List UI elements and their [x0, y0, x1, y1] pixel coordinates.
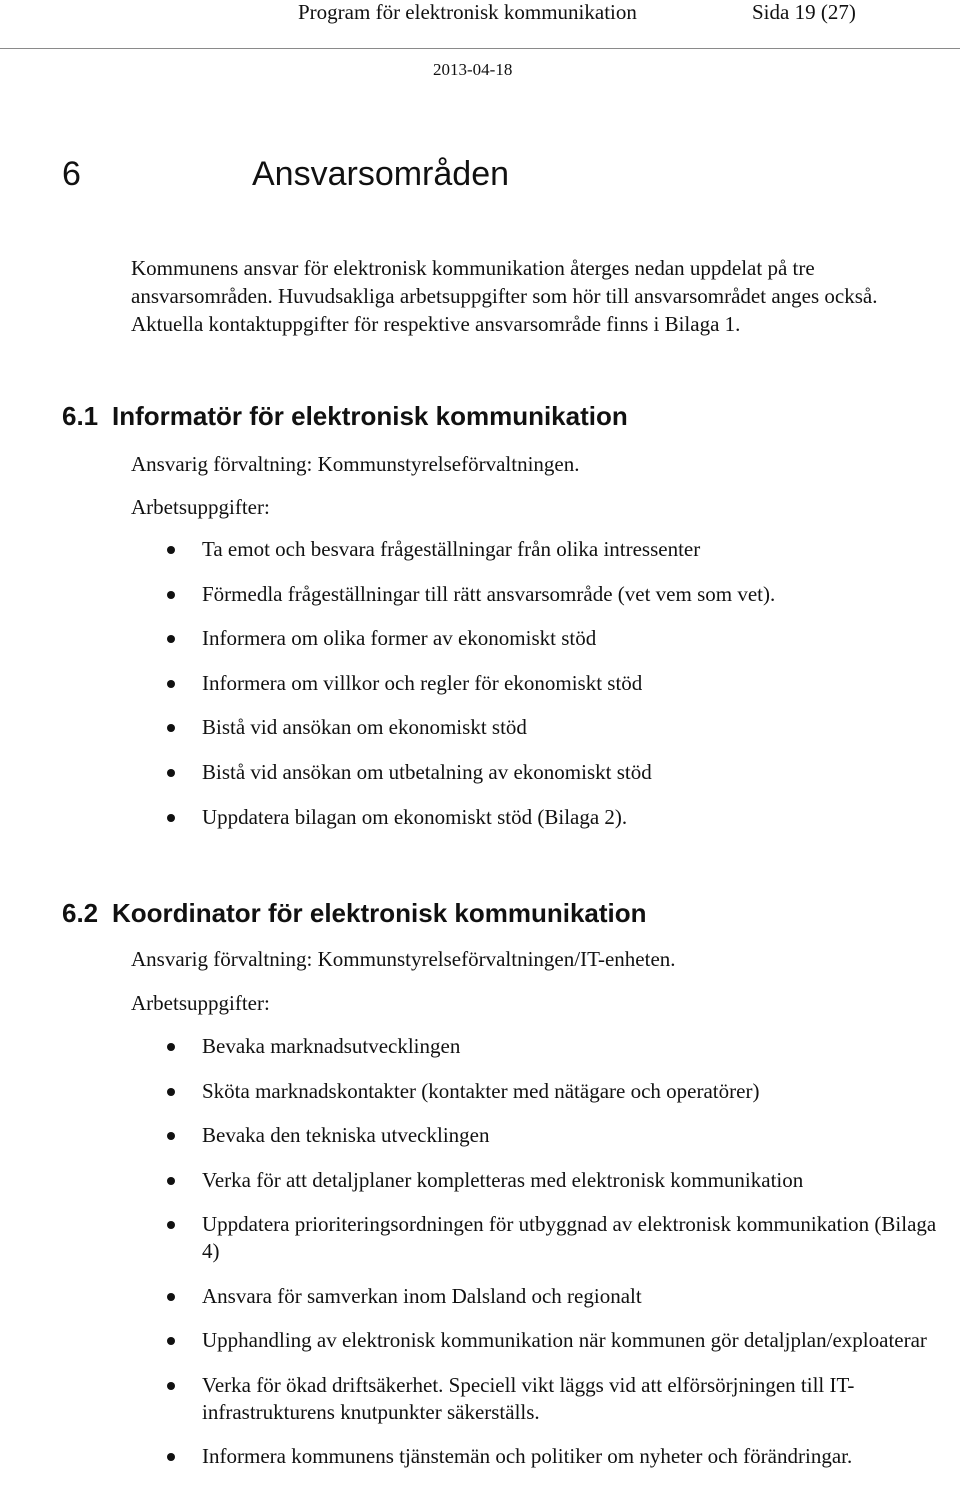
- responsible-department: Ansvarig förvaltning: Kommunstyrelseförvaltningen/IT-enheten.: [131, 947, 676, 971]
- section-title: Informatör för elektronisk kommunikation: [112, 401, 628, 431]
- list-item: Bistå vid ansökan om utbetalning av ekonomiskt stöd: [0, 759, 960, 786]
- responsible-department: Ansvarig förvaltning: Kommunstyrelseförvaltningen.: [131, 452, 580, 476]
- section-title: Koordinator för elektronisk kommunikation: [112, 898, 647, 928]
- list-item: Informera kommunens tjänstemän och politiker om nyheter och förändringar.: [0, 1443, 960, 1470]
- list-item: Ansvara för samverkan inom Dalsland och regionalt: [0, 1283, 960, 1310]
- chapter-number: 6: [62, 155, 81, 193]
- list-item: Informera om villkor och regler för ekonomiskt stöd: [0, 670, 960, 697]
- list-item: Bistå vid ansökan om ekonomiskt stöd: [0, 714, 960, 741]
- chapter-title: Ansvarsområden: [252, 155, 510, 193]
- section-heading-6-1: [62, 400, 628, 432]
- document-date: 2013-04-18: [433, 60, 513, 79]
- list-item: Sköta marknadskontakter (kontakter med nätägare och operatörer): [0, 1078, 960, 1105]
- chapter-heading: [62, 154, 509, 194]
- list-item: Informera om olika former av ekonomiskt stöd: [0, 625, 960, 652]
- section-number: 6.1: [62, 401, 99, 431]
- list-item: Verka för att detaljplaner kompletteras med elektronisk kommunikation: [0, 1167, 960, 1194]
- list-item: Förmedla frågeställningar till rätt ansvarsområde (vet vem som vet).: [0, 581, 960, 608]
- list-item: Upphandling av elektronisk kommunikation när kommunen gör detaljplan/exploaterar: [0, 1327, 960, 1354]
- list-item: Bevaka marknadsutvecklingen: [0, 1033, 960, 1060]
- task-list-6-2: [0, 1033, 960, 1470]
- section-number: 6.2: [62, 898, 99, 928]
- page-number: Sida 19 (27): [752, 0, 856, 24]
- list-item: Ta emot och besvara frågeställningar från olika intressenter: [0, 536, 960, 563]
- tasks-label: Arbetsuppgifter:: [131, 495, 270, 519]
- list-item: Bevaka den tekniska utvecklingen: [0, 1122, 960, 1149]
- list-item: Verka för ökad driftsäkerhet. Speciell vikt läggs vid att elförsörjningen till IT-infrastrukturens knutpunkter säkerställs.: [0, 1372, 960, 1426]
- task-list-6-1: [0, 536, 960, 831]
- list-item: Uppdatera prioriteringsordningen för utbyggnad av elektronisk kommunikation (Bilaga 4): [0, 1211, 960, 1265]
- section-heading-6-2: [62, 897, 647, 929]
- chapter-intro: Kommunens ansvar för elektronisk kommunikation återges nedan uppdelat på tre ansvarsområden. Huvudsakliga arbetsuppgifter som hör till ansvarsområdet anges också. Aktuella kontaktuppgifter för respektive ansvarsområde finns i Bilaga 1.: [131, 256, 878, 336]
- page-header: [0, 0, 960, 90]
- document-title: Program för elektronisk kommunikation: [298, 0, 637, 24]
- header-divider: [0, 48, 960, 49]
- tasks-label: Arbetsuppgifter:: [131, 991, 270, 1015]
- list-item: Uppdatera bilagan om ekonomiskt stöd (Bilaga 2).: [0, 804, 960, 831]
